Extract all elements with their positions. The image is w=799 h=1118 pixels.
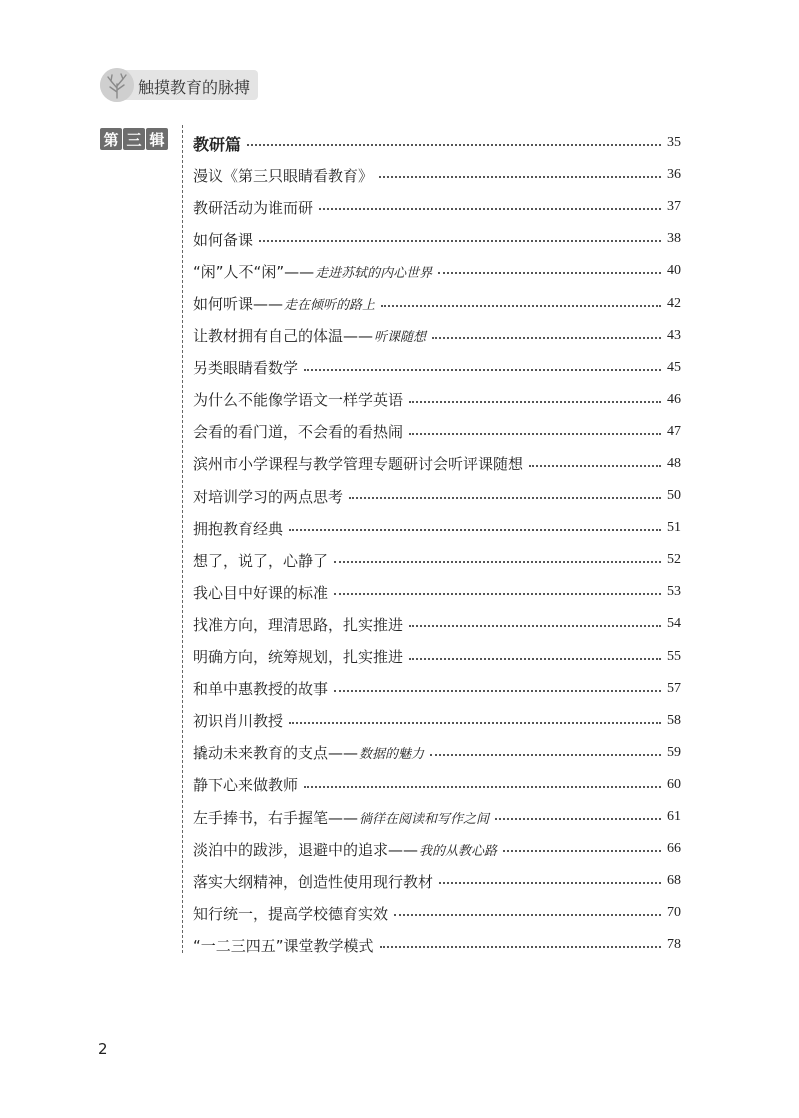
page-number: 2 bbox=[98, 1040, 108, 1058]
dot-leader bbox=[439, 882, 661, 884]
section-badge bbox=[100, 128, 168, 150]
toc-entry-page: 54 bbox=[667, 616, 681, 632]
toc-section-heading[interactable] bbox=[193, 127, 681, 159]
toc-entry[interactable] bbox=[193, 191, 681, 223]
toc-entry-title: 知行统一，提高学校德育实效 bbox=[193, 904, 389, 923]
toc-entry-title: 想了，说了，心静了 bbox=[193, 551, 329, 570]
toc-entry-title: “闲”人不“闲”—— bbox=[193, 262, 315, 281]
toc-entry-subtitle: 走进苏轼的内心世界 bbox=[315, 265, 433, 281]
toc-entry[interactable] bbox=[193, 737, 681, 769]
toc-entry-page: 40 bbox=[667, 263, 681, 279]
section-char: 辑 bbox=[146, 128, 168, 150]
dot-leader bbox=[409, 658, 661, 660]
dot-leader bbox=[379, 176, 661, 178]
toc-entry[interactable] bbox=[193, 544, 681, 576]
toc-entry[interactable] bbox=[193, 769, 681, 801]
toc-entry-title: 另类眼睛看数学 bbox=[193, 359, 299, 378]
dot-leader bbox=[334, 593, 661, 595]
toc-entry[interactable] bbox=[193, 352, 681, 384]
book-title: 触摸教育的脉搏 bbox=[138, 78, 251, 97]
toc-entry-title: 会看的看门道，不会看的看热闹 bbox=[193, 423, 404, 442]
toc-entry-page: 35 bbox=[667, 135, 681, 151]
toc-entry-title: 淡泊中的跋涉，退避中的追求—— bbox=[193, 840, 419, 859]
toc-entry[interactable] bbox=[193, 705, 681, 737]
toc-entry[interactable] bbox=[193, 865, 681, 897]
toc-entry-page: 53 bbox=[667, 584, 681, 600]
toc-entry[interactable] bbox=[193, 673, 681, 705]
toc-entry-title: 教研活动为谁而研 bbox=[193, 198, 314, 217]
toc-entry-title: 滨州市小学课程与教学管理专题研讨会听评课随想 bbox=[193, 455, 524, 474]
toc-entry-title: 拥抱教育经典 bbox=[193, 519, 284, 538]
toc-entry-page: 70 bbox=[667, 905, 681, 921]
toc-entry-title: 教研篇 bbox=[193, 134, 242, 154]
vertical-divider bbox=[182, 125, 183, 953]
toc-entry[interactable] bbox=[193, 576, 681, 608]
toc-entry[interactable] bbox=[193, 641, 681, 673]
toc-entry-page: 66 bbox=[667, 841, 681, 857]
dot-leader bbox=[349, 497, 661, 499]
dot-leader bbox=[409, 401, 661, 403]
toc-entry-page: 51 bbox=[667, 520, 681, 536]
toc-entry[interactable] bbox=[193, 159, 681, 191]
dot-leader bbox=[381, 305, 661, 307]
dot-leader bbox=[495, 818, 661, 820]
toc-entry-title: 如何备课 bbox=[193, 230, 254, 249]
dot-leader bbox=[409, 433, 661, 435]
dot-leader bbox=[304, 786, 661, 788]
toc-entry-title: 左手捧书，右手握笔—— bbox=[193, 808, 359, 827]
dot-leader bbox=[394, 914, 661, 916]
toc-entry-page: 36 bbox=[667, 167, 681, 183]
dot-leader bbox=[432, 337, 661, 339]
toc-entry-page: 59 bbox=[667, 744, 681, 760]
toc-entry-page: 52 bbox=[667, 552, 681, 568]
toc-entry-page: 38 bbox=[667, 231, 681, 247]
toc-entry-page: 37 bbox=[667, 199, 681, 215]
toc-entry[interactable] bbox=[193, 833, 681, 865]
toc-entry-page: 55 bbox=[667, 648, 681, 664]
toc-entry-title: 初识肖川教授 bbox=[193, 712, 284, 731]
toc-entry-page: 46 bbox=[667, 391, 681, 407]
toc-entry[interactable] bbox=[193, 223, 681, 255]
toc-entry-page: 42 bbox=[667, 295, 681, 311]
toc-entry-page: 57 bbox=[667, 680, 681, 696]
toc-entry[interactable] bbox=[193, 897, 681, 929]
toc-entry[interactable] bbox=[193, 512, 681, 544]
toc-entry-page: 61 bbox=[667, 809, 681, 825]
dot-leader bbox=[529, 465, 661, 467]
toc-entry[interactable] bbox=[193, 480, 681, 512]
section-char: 第 bbox=[100, 128, 122, 150]
toc-entry[interactable] bbox=[193, 287, 681, 319]
toc-entry-page: 58 bbox=[667, 712, 681, 728]
toc-entry-title: 让教材拥有自己的体温—— bbox=[193, 327, 374, 346]
toc-entry-subtitle: 走在倾听的路上 bbox=[284, 298, 376, 314]
dot-leader bbox=[289, 722, 661, 724]
toc-entry-subtitle: 徜徉在阅读和写作之间 bbox=[359, 811, 490, 827]
dot-leader bbox=[438, 272, 661, 274]
table-of-contents bbox=[193, 127, 681, 961]
toc-entry[interactable] bbox=[193, 416, 681, 448]
toc-entry-title: 我心目中好课的标准 bbox=[193, 583, 329, 602]
toc-entry[interactable] bbox=[193, 384, 681, 416]
toc-entry-title: 对培训学习的两点思考 bbox=[193, 487, 344, 506]
toc-entry-title: 和单中惠教授的故事 bbox=[193, 680, 329, 699]
dot-leader bbox=[259, 240, 661, 242]
toc-entry[interactable] bbox=[193, 608, 681, 640]
toc-entry-page: 50 bbox=[667, 488, 681, 504]
dot-leader bbox=[503, 850, 661, 852]
toc-entry[interactable] bbox=[193, 801, 681, 833]
tree-icon bbox=[100, 68, 134, 102]
toc-entry-page: 47 bbox=[667, 423, 681, 439]
toc-entry-page: 45 bbox=[667, 359, 681, 375]
dot-leader bbox=[289, 529, 661, 531]
toc-entry-page: 43 bbox=[667, 327, 681, 343]
toc-entry-page: 68 bbox=[667, 873, 681, 889]
toc-entry[interactable] bbox=[193, 929, 681, 961]
dot-leader bbox=[409, 625, 661, 627]
toc-entry-subtitle: 听课随想 bbox=[374, 330, 427, 346]
toc-entry-page: 60 bbox=[667, 776, 681, 792]
toc-entry-title: 撬动未来教育的支点—— bbox=[193, 744, 359, 763]
toc-entry-title: 静下心来做教师 bbox=[193, 776, 299, 795]
dot-leader bbox=[334, 690, 661, 692]
toc-entry-title: 明确方向，统筹规划，扎实推进 bbox=[193, 648, 404, 667]
dot-leader bbox=[247, 144, 661, 146]
toc-entry-page: 48 bbox=[667, 455, 681, 471]
toc-entry-title: 找准方向，理清思路，扎实推进 bbox=[193, 615, 404, 634]
toc-entry-subtitle: 我的从教心路 bbox=[419, 843, 498, 859]
dot-leader bbox=[334, 561, 661, 563]
toc-entry[interactable] bbox=[193, 320, 681, 352]
section-char: 三 bbox=[123, 128, 145, 150]
dot-leader bbox=[304, 369, 661, 371]
toc-entry-title: 如何听课—— bbox=[193, 295, 284, 314]
dot-leader bbox=[380, 946, 661, 948]
toc-entry-subtitle: 数据的魅力 bbox=[359, 747, 425, 763]
toc-entry-page: 78 bbox=[667, 937, 681, 953]
toc-entry-title: 为什么不能像学语文一样学英语 bbox=[193, 391, 404, 410]
toc-entry-title: 漫议《第三只眼睛看教育》 bbox=[193, 166, 374, 185]
dot-leader bbox=[319, 208, 661, 210]
toc-entry-title: 落实大纲精神，创造性使用现行教材 bbox=[193, 872, 434, 891]
dot-leader bbox=[430, 754, 661, 756]
toc-entry[interactable] bbox=[193, 448, 681, 480]
toc-entry[interactable] bbox=[193, 255, 681, 287]
toc-entry-title: “一二三四五”课堂教学模式 bbox=[193, 936, 374, 955]
